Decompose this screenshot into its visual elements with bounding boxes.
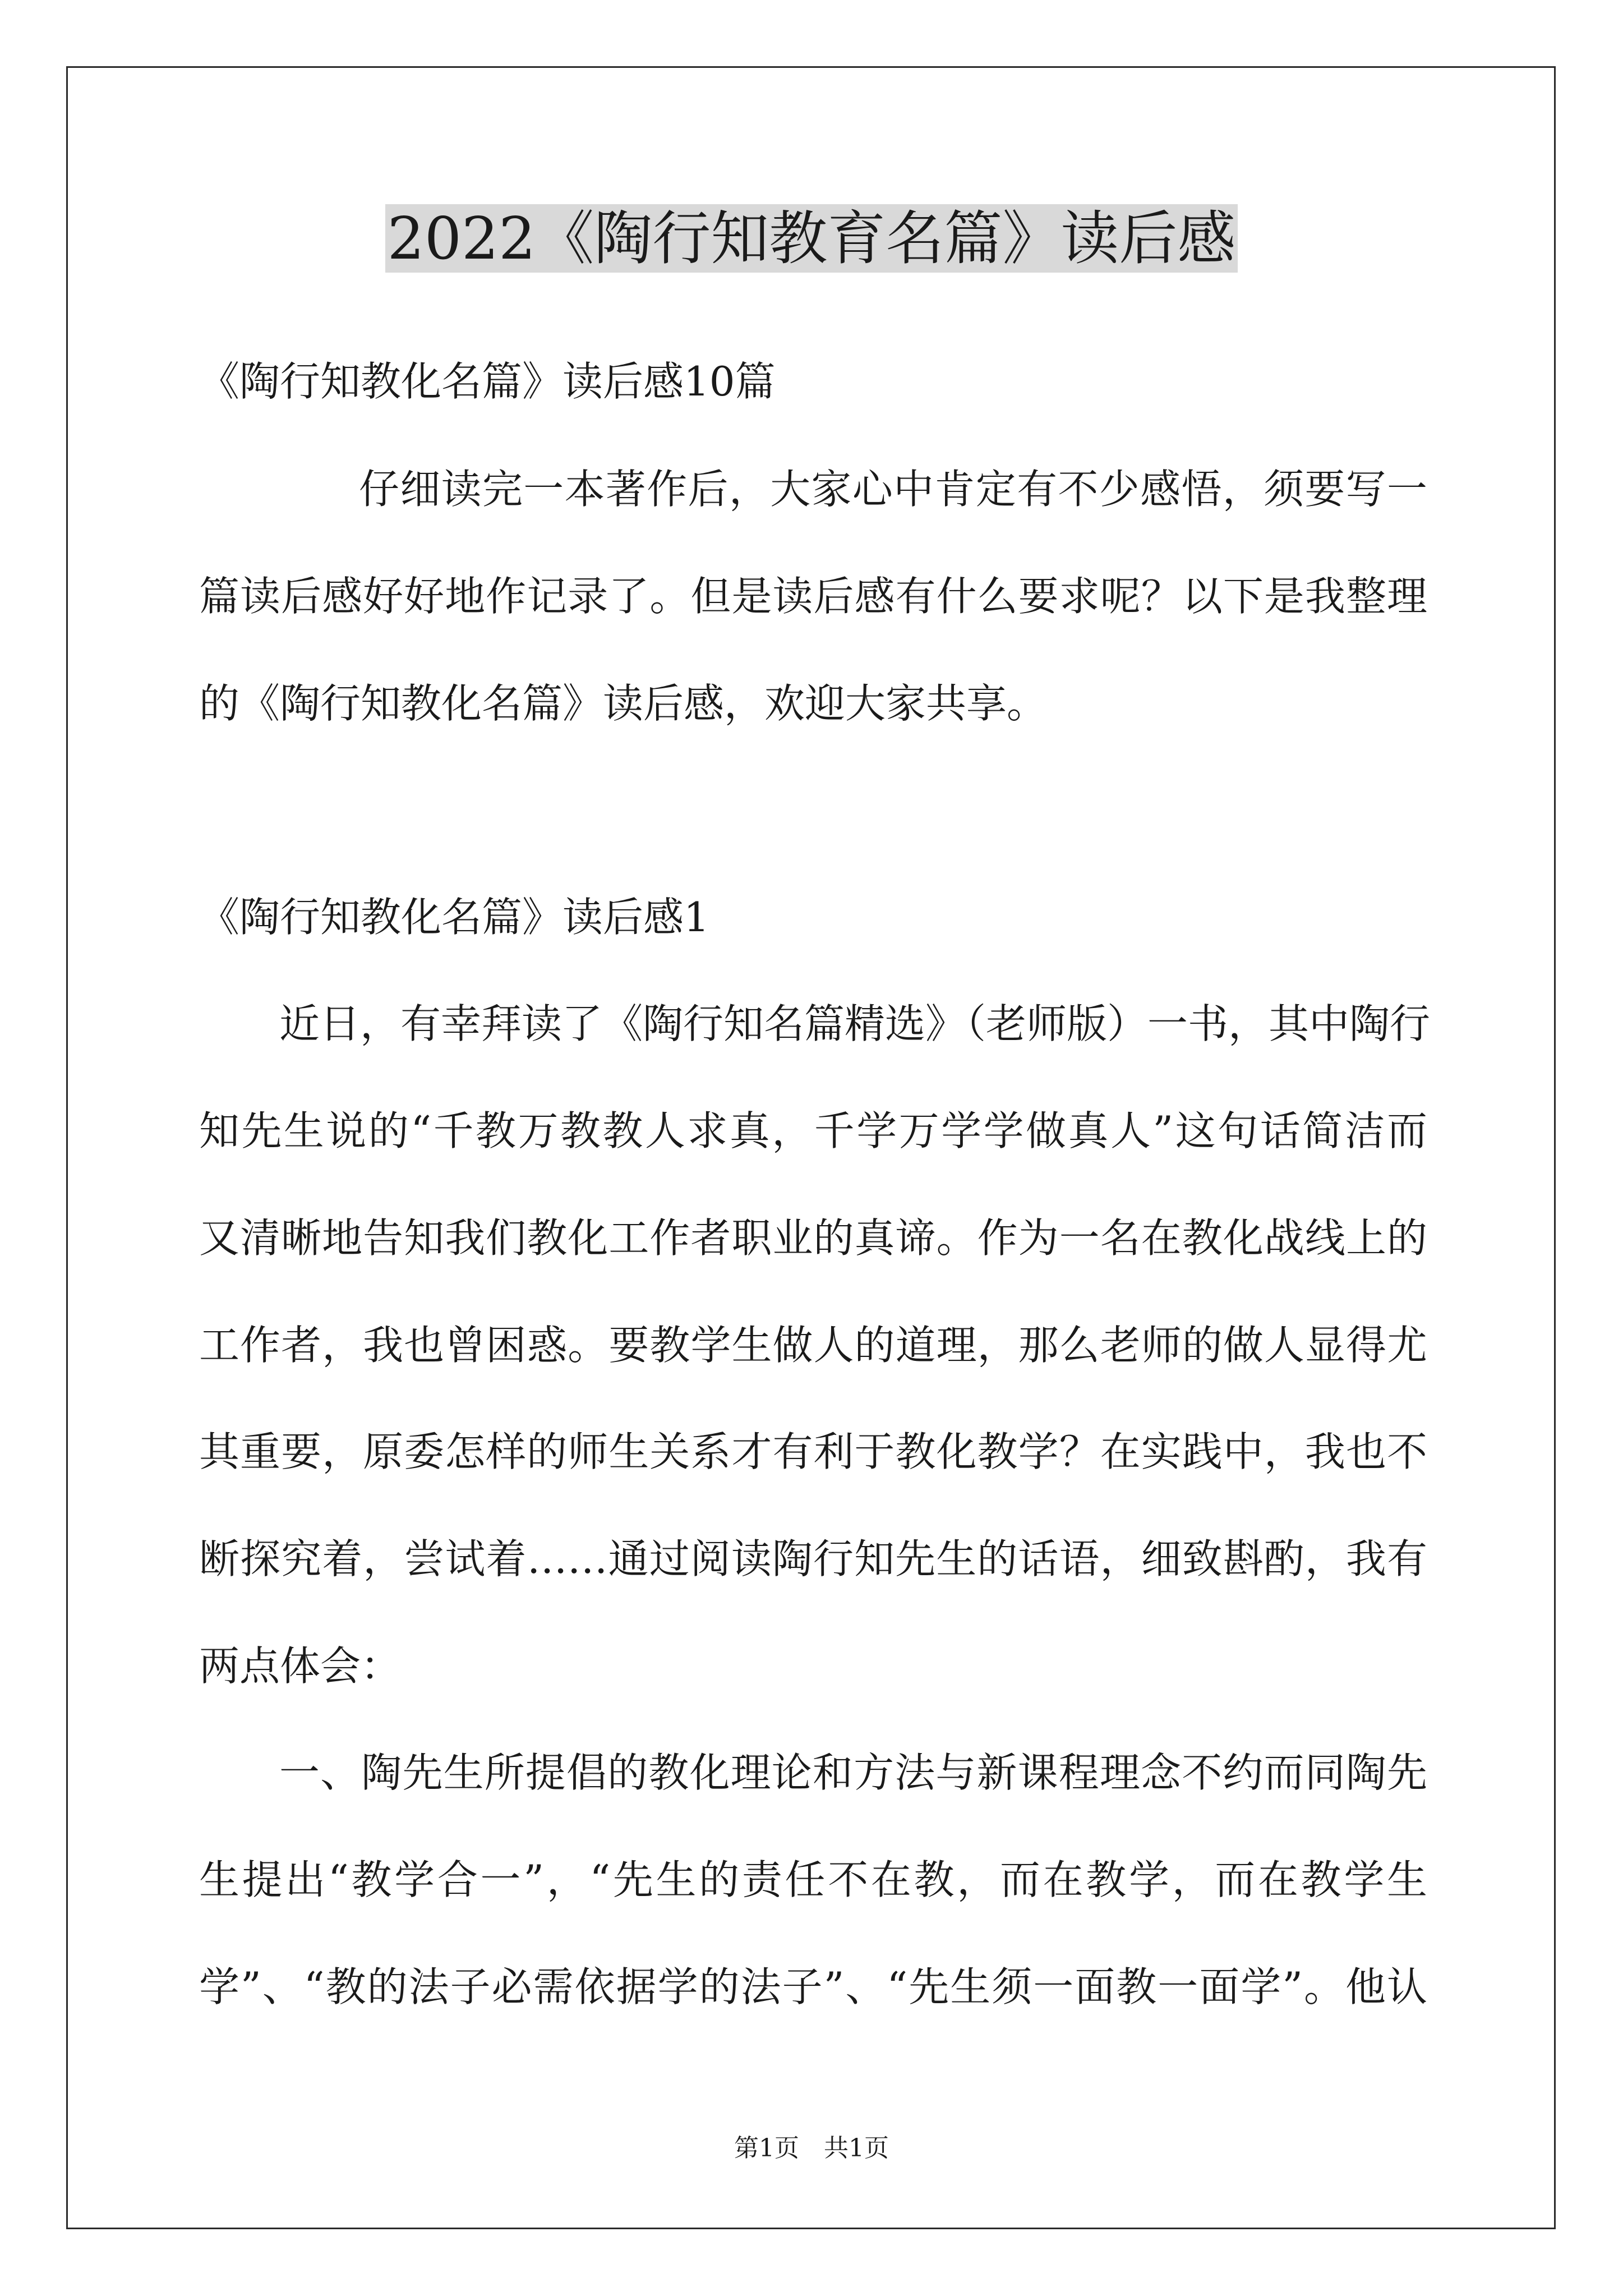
- paragraph-line: 知先生说的“千教万教教人求真，千学万学学做真人”这句话简洁而: [199, 1107, 1427, 1154]
- paragraph-line: 篇读后感好好地作记录了。但是读后感有什么要求呢？以下是我整理: [199, 573, 1427, 620]
- section-heading: 《陶行知教化名篇》读后感1: [199, 894, 709, 941]
- paragraph-line: 的《陶行知教化名篇》读后感，欢迎大家共享。: [199, 680, 1048, 727]
- page-footer: 第1页 共1页: [734, 2134, 889, 2162]
- paragraph-line: 断探究着，尝试着……通过阅读陶行知先生的话语，细致斟酌，我有: [199, 1535, 1427, 1582]
- paragraph-line: 一、陶先生所提倡的教化理论和方法与新课程理念不约而同陶先: [279, 1749, 1427, 1796]
- paragraph-line: 生提出“教学合一”，“先生的责任不在教，而在教学，而在教学生: [199, 1856, 1427, 1903]
- paragraph-line: 近日，有幸拜读了《陶行知名篇精选》（老师版）一书，其中陶行: [279, 1000, 1431, 1047]
- document-subtitle: 《陶行知教化名篇》读后感10篇: [199, 358, 776, 405]
- document-title-text: 2022《陶行知教育名篇》读后感: [385, 204, 1238, 273]
- paragraph-line: 仔细读完一本著作后，大家心中肯定有不少感悟，须要写一: [359, 466, 1427, 513]
- paragraph-line: 工作者，我也曾困惑。要教学生做人的道理，那么老师的做人显得尤: [199, 1322, 1427, 1369]
- paragraph-line: 其重要，原委怎样的师生关系才有利于教化教学？在实践中，我也不: [199, 1428, 1427, 1475]
- document-title: [0, 199, 1623, 278]
- paragraph-line: 学”、“教的法子必需依据学的法子”、“先生须一面教一面学”。他认: [199, 1963, 1427, 2010]
- paragraph-line: 两点体会：: [199, 1642, 402, 1690]
- paragraph-line: 又清晰地告知我们教化工作者职业的真谛。作为一名在教化战线上的: [199, 1214, 1427, 1262]
